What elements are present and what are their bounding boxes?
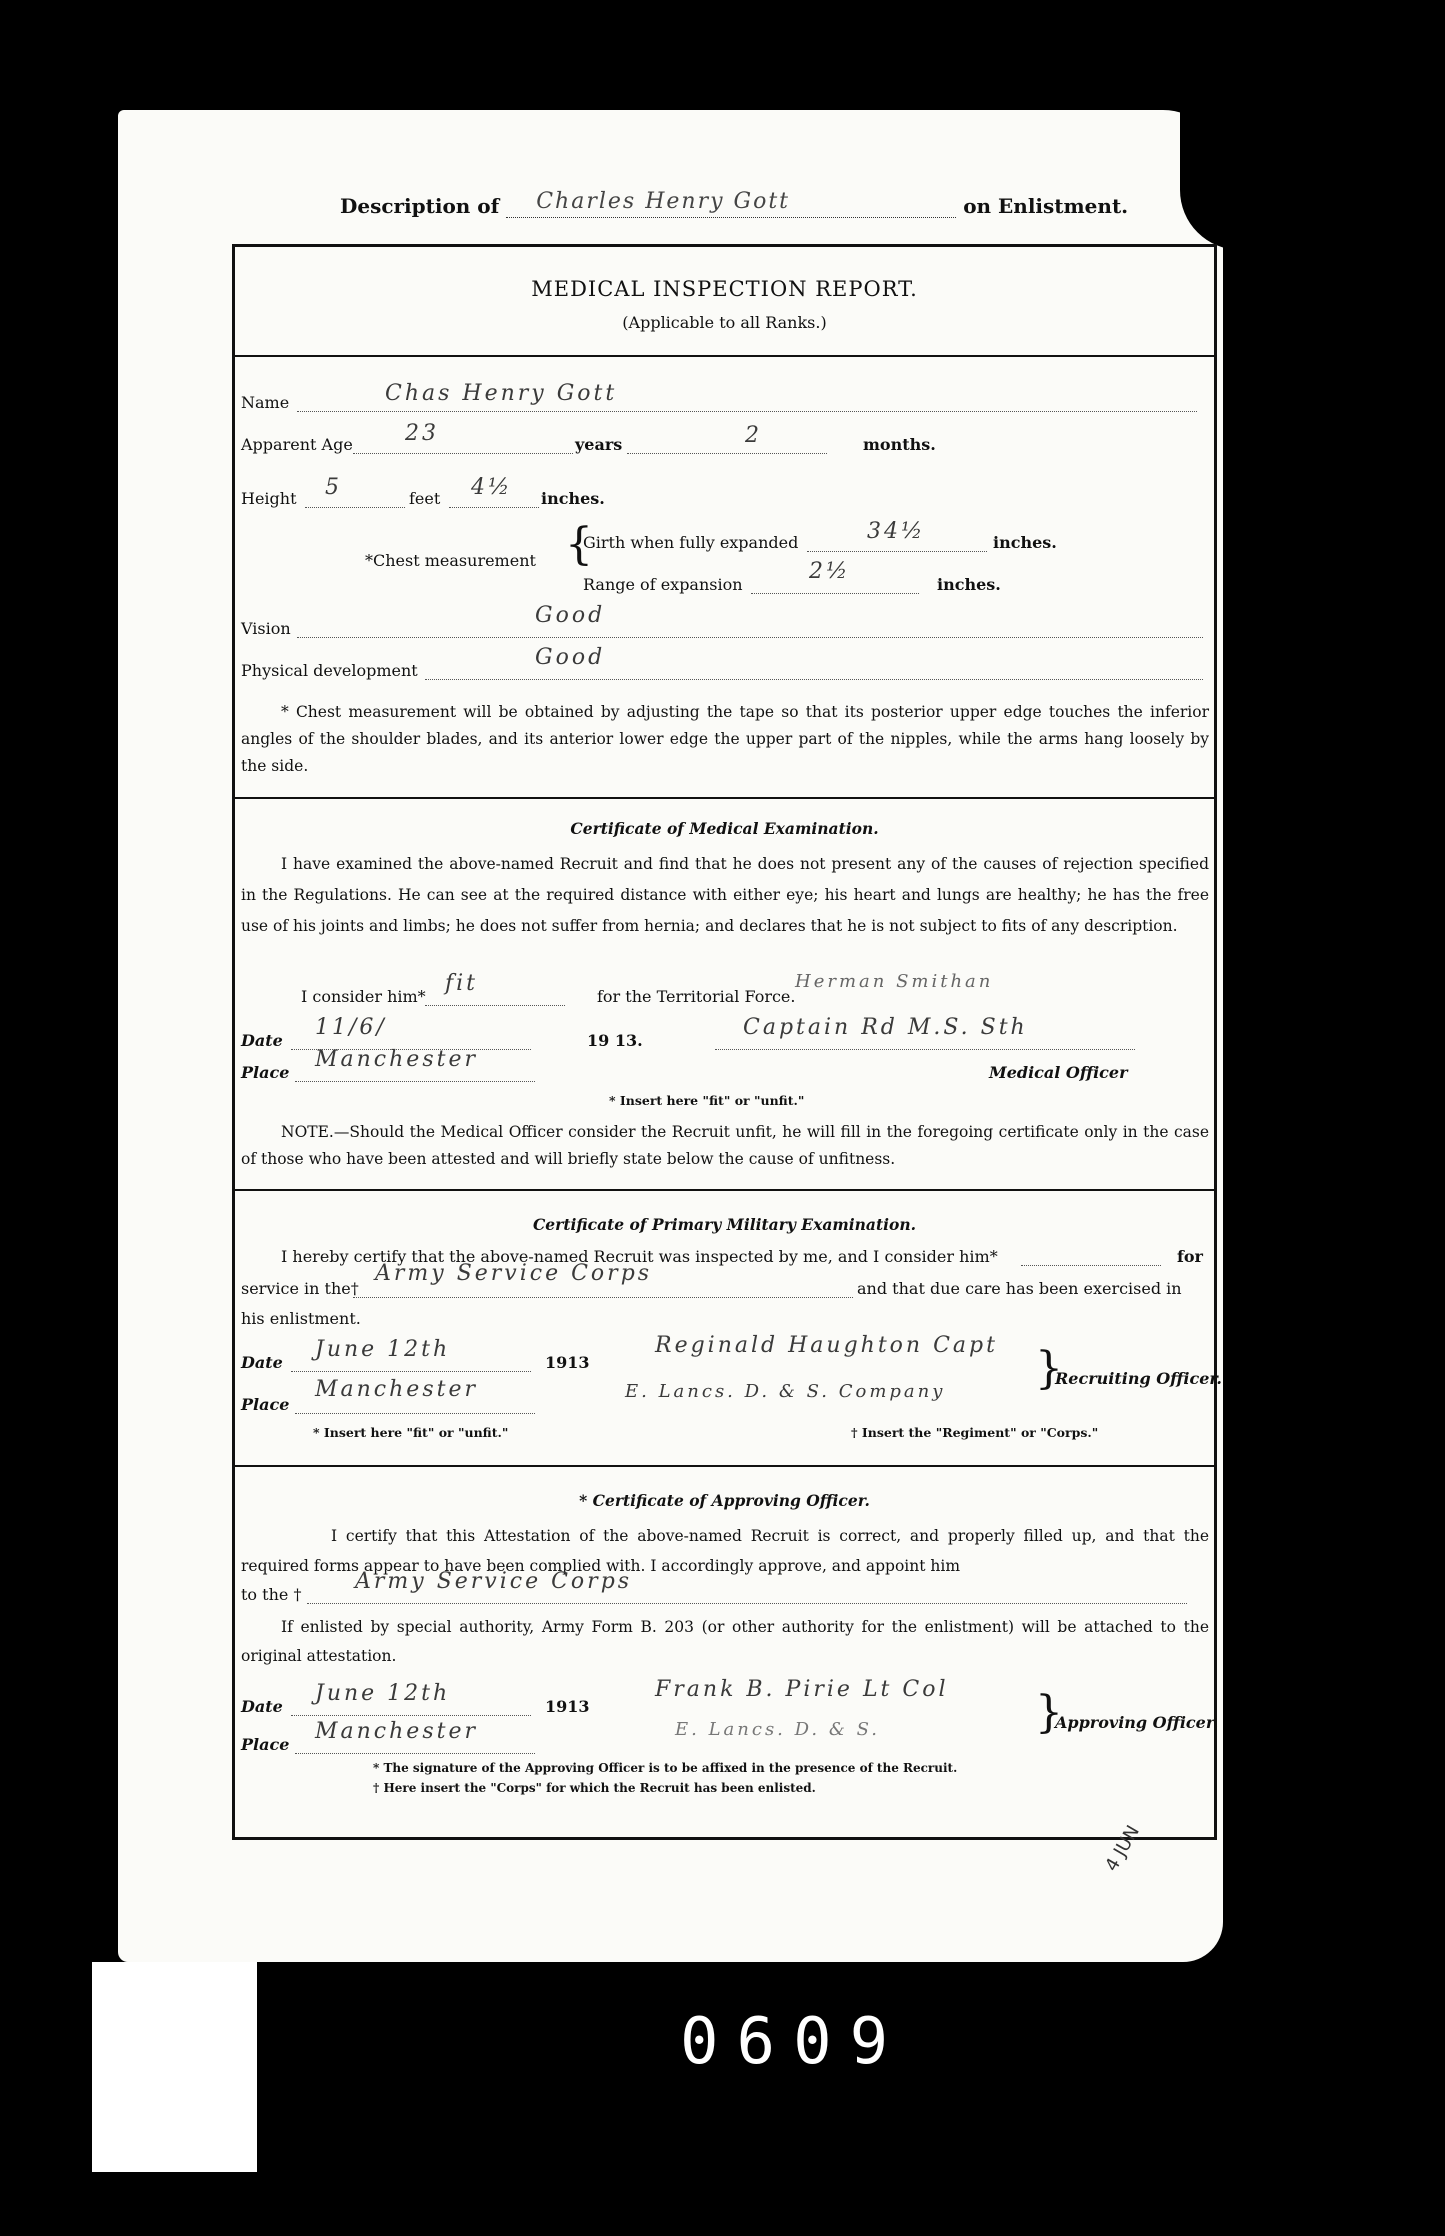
height-feet-value: 5 [325, 475, 342, 500]
months-line [627, 453, 827, 454]
year-prefix [587, 1031, 643, 1050]
chest-footnote: * Chest measurement will be obtained by adjusting the tape so that its posterior upper edge touches the inferior angles of the shoulder blades, and its anterior lower edge the upper part of the nipples, while the arms hang loosely by the side. [241, 703, 1209, 775]
date-label: Date [241, 1353, 283, 1372]
insert-fit-note: * Insert here "fit" or "unfit." [313, 1425, 509, 1440]
due-care-text: and that due care has been exercised in [857, 1279, 1182, 1298]
height-label: Height [241, 489, 297, 508]
for-label: for [1177, 1247, 1203, 1266]
name-label: Name [241, 393, 290, 412]
place-value: Manchester [315, 1377, 478, 1402]
divider [235, 1189, 1214, 1191]
approving-officer-label: Approving Officer. [1055, 1713, 1219, 1732]
insert-note: * Insert here "fit" or "unfit." [609, 1093, 805, 1108]
date-value: June 12th [315, 1681, 451, 1706]
date-line [291, 1371, 531, 1372]
approving-signature: Frank B. Pirie Lt Col [655, 1677, 949, 1702]
approving-unit: E. Lancs. D. & S. [675, 1719, 881, 1740]
divider [235, 797, 1214, 799]
film-label-blank [92, 1962, 257, 2172]
girth-unit: inches. [993, 533, 1057, 552]
place-label: Place [241, 1395, 290, 1414]
consider-label: I consider him* [301, 987, 426, 1006]
vision-value: Good [535, 603, 606, 628]
feet-label: feet [409, 489, 441, 508]
medical-note: NOTE.—Should the Medical Officer consider the Recruit unfit, he will fill in the foregoing certificate only in the case of those who have been attested and will briefly state below the cause of unfitness. [241, 1123, 1209, 1168]
divider [235, 355, 1214, 357]
name-line [297, 411, 1197, 412]
medical-officer-name: Herman Smithan [795, 971, 994, 992]
place-value: Manchester [315, 1719, 478, 1744]
chest-label: *Chest measurement [365, 551, 536, 570]
to-the-label: to the † [241, 1585, 302, 1604]
approving-note-2: † Here insert the "Corps" for which the Recruit has been enlisted. [373, 1781, 816, 1795]
inches-line [449, 507, 539, 508]
chest-brace: { [565, 519, 593, 570]
divider [235, 1465, 1214, 1467]
girth-label: Girth when fully expanded [583, 533, 799, 552]
range-label: Range of expansion [583, 575, 743, 594]
approving-brace: } [1035, 1687, 1063, 1738]
vision-line [297, 637, 1203, 638]
place-line [295, 1081, 535, 1082]
insert-corps-note: † Insert the "Regiment" or "Corps." [851, 1425, 1099, 1440]
consider-value: fit [445, 971, 479, 996]
report-title: MEDICAL INSPECTION REPORT. [531, 277, 918, 301]
year-prefix-text: 19 [587, 1031, 610, 1050]
special-authority-text: If enlisted by special authority, Army Form B. 203 (or other authority for the enlistment) will be attached to the original attestation. [241, 1618, 1209, 1665]
year-value: 13 [567, 1353, 590, 1372]
name-value: Chas Henry Gott [385, 381, 618, 406]
cert-military-title: Certificate of Primary Military Examination. [532, 1215, 917, 1234]
age-years-value: 23 [405, 421, 439, 446]
year-field [545, 1353, 590, 1372]
date-label: Date [241, 1031, 283, 1050]
header-name-value: Charles Henry Gott [536, 189, 791, 214]
year-prefix-text: 19 [545, 1697, 568, 1716]
service-line [353, 1297, 853, 1298]
year-value: 13 [567, 1697, 590, 1716]
consider-line [425, 1005, 565, 1006]
inches-label: inches. [541, 489, 605, 508]
height-inches-value: 4½ [471, 475, 513, 500]
service-label: service in the† [241, 1279, 359, 1298]
header-suffix: on Enlistment. [963, 194, 1129, 218]
feet-line [305, 507, 405, 508]
to-the-value: Army Service Corps [355, 1569, 633, 1594]
officer-rank: Captain Rd M.S. Sth [743, 1015, 1028, 1040]
physical-line [425, 679, 1203, 680]
range-unit: inches. [937, 575, 1001, 594]
date-stamp: 4 JUN [1101, 1821, 1144, 1876]
date-value: 11/6/ [315, 1015, 387, 1040]
months-label: months. [863, 435, 936, 454]
place-label: Place [241, 1063, 290, 1082]
header-prefix: Description of [340, 194, 500, 218]
enlistment-text: his enlistment. [241, 1309, 361, 1328]
age-months-value: 2 [745, 423, 762, 448]
years-label: years [575, 435, 623, 454]
date-value: June 12th [315, 1337, 451, 1362]
year-prefix-text: 19 [545, 1353, 568, 1372]
girth-value: 34½ [867, 519, 926, 544]
approving-body: I certify that this Attestation of the above-named Recruit is correct, and properly filled up, and that the required forms appear to have been complied with. I accordingly approve, and appoint him [241, 1527, 1209, 1575]
to-the-line [307, 1603, 1187, 1604]
cert-medical-title: Certificate of Medical Examination. [570, 819, 879, 838]
officer-line [715, 1049, 1135, 1050]
place-label: Place [241, 1735, 290, 1754]
physical-value: Good [535, 645, 606, 670]
approving-note-1: * The signature of the Approving Officer is to be affixed in the presence of the Recruit. [373, 1761, 958, 1775]
date-line [291, 1715, 531, 1716]
recruiting-officer-label: Recruiting Officer. [1055, 1369, 1222, 1388]
place-line [295, 1753, 535, 1754]
medical-officer-label: Medical Officer [989, 1063, 1128, 1082]
unit-value: E. Lancs. D. & S. Company [625, 1381, 946, 1402]
year-field [545, 1697, 590, 1716]
age-label: Apparent Age [241, 435, 353, 454]
vision-label: Vision [241, 619, 291, 638]
service-value: Army Service Corps [375, 1261, 653, 1286]
range-value: 2½ [809, 559, 851, 584]
recruiting-brace: } [1035, 1343, 1063, 1394]
year-value: 13. [614, 1031, 643, 1050]
report-subtitle: (Applicable to all Ranks.) [622, 313, 827, 332]
fit-line [1021, 1265, 1161, 1266]
range-line [751, 593, 919, 594]
medical-report-frame [232, 244, 1222, 1840]
frame-number: 0609 [680, 2005, 907, 2079]
certify-line: I hereby certify that the above-named Recruit was inspected by me, and I consider him* [281, 1247, 998, 1266]
recruiting-signature: Reginald Haughton Capt [655, 1333, 998, 1358]
territorial-label: for the Territorial Force. [597, 987, 796, 1006]
date-label: Date [241, 1697, 283, 1716]
girth-line [807, 551, 987, 552]
physical-label: Physical development [241, 661, 418, 680]
place-line [295, 1413, 535, 1414]
cert-approving-title: * Certificate of Approving Officer. [579, 1491, 870, 1510]
place-value: Manchester [315, 1047, 478, 1072]
description-header [340, 189, 1129, 218]
age-line [353, 453, 573, 454]
header-name-field [506, 189, 956, 218]
cert-medical-body: I have examined the above-named Recruit and find that he does not present any of the causes of rejection specified in the Regulations. He can see at the required distance with either eye; his heart and lungs are healthy; he has the free use of his joints and limbs; he does not suffer from hernia; and declares that he is not subject to fits of any description. [241, 855, 1209, 935]
